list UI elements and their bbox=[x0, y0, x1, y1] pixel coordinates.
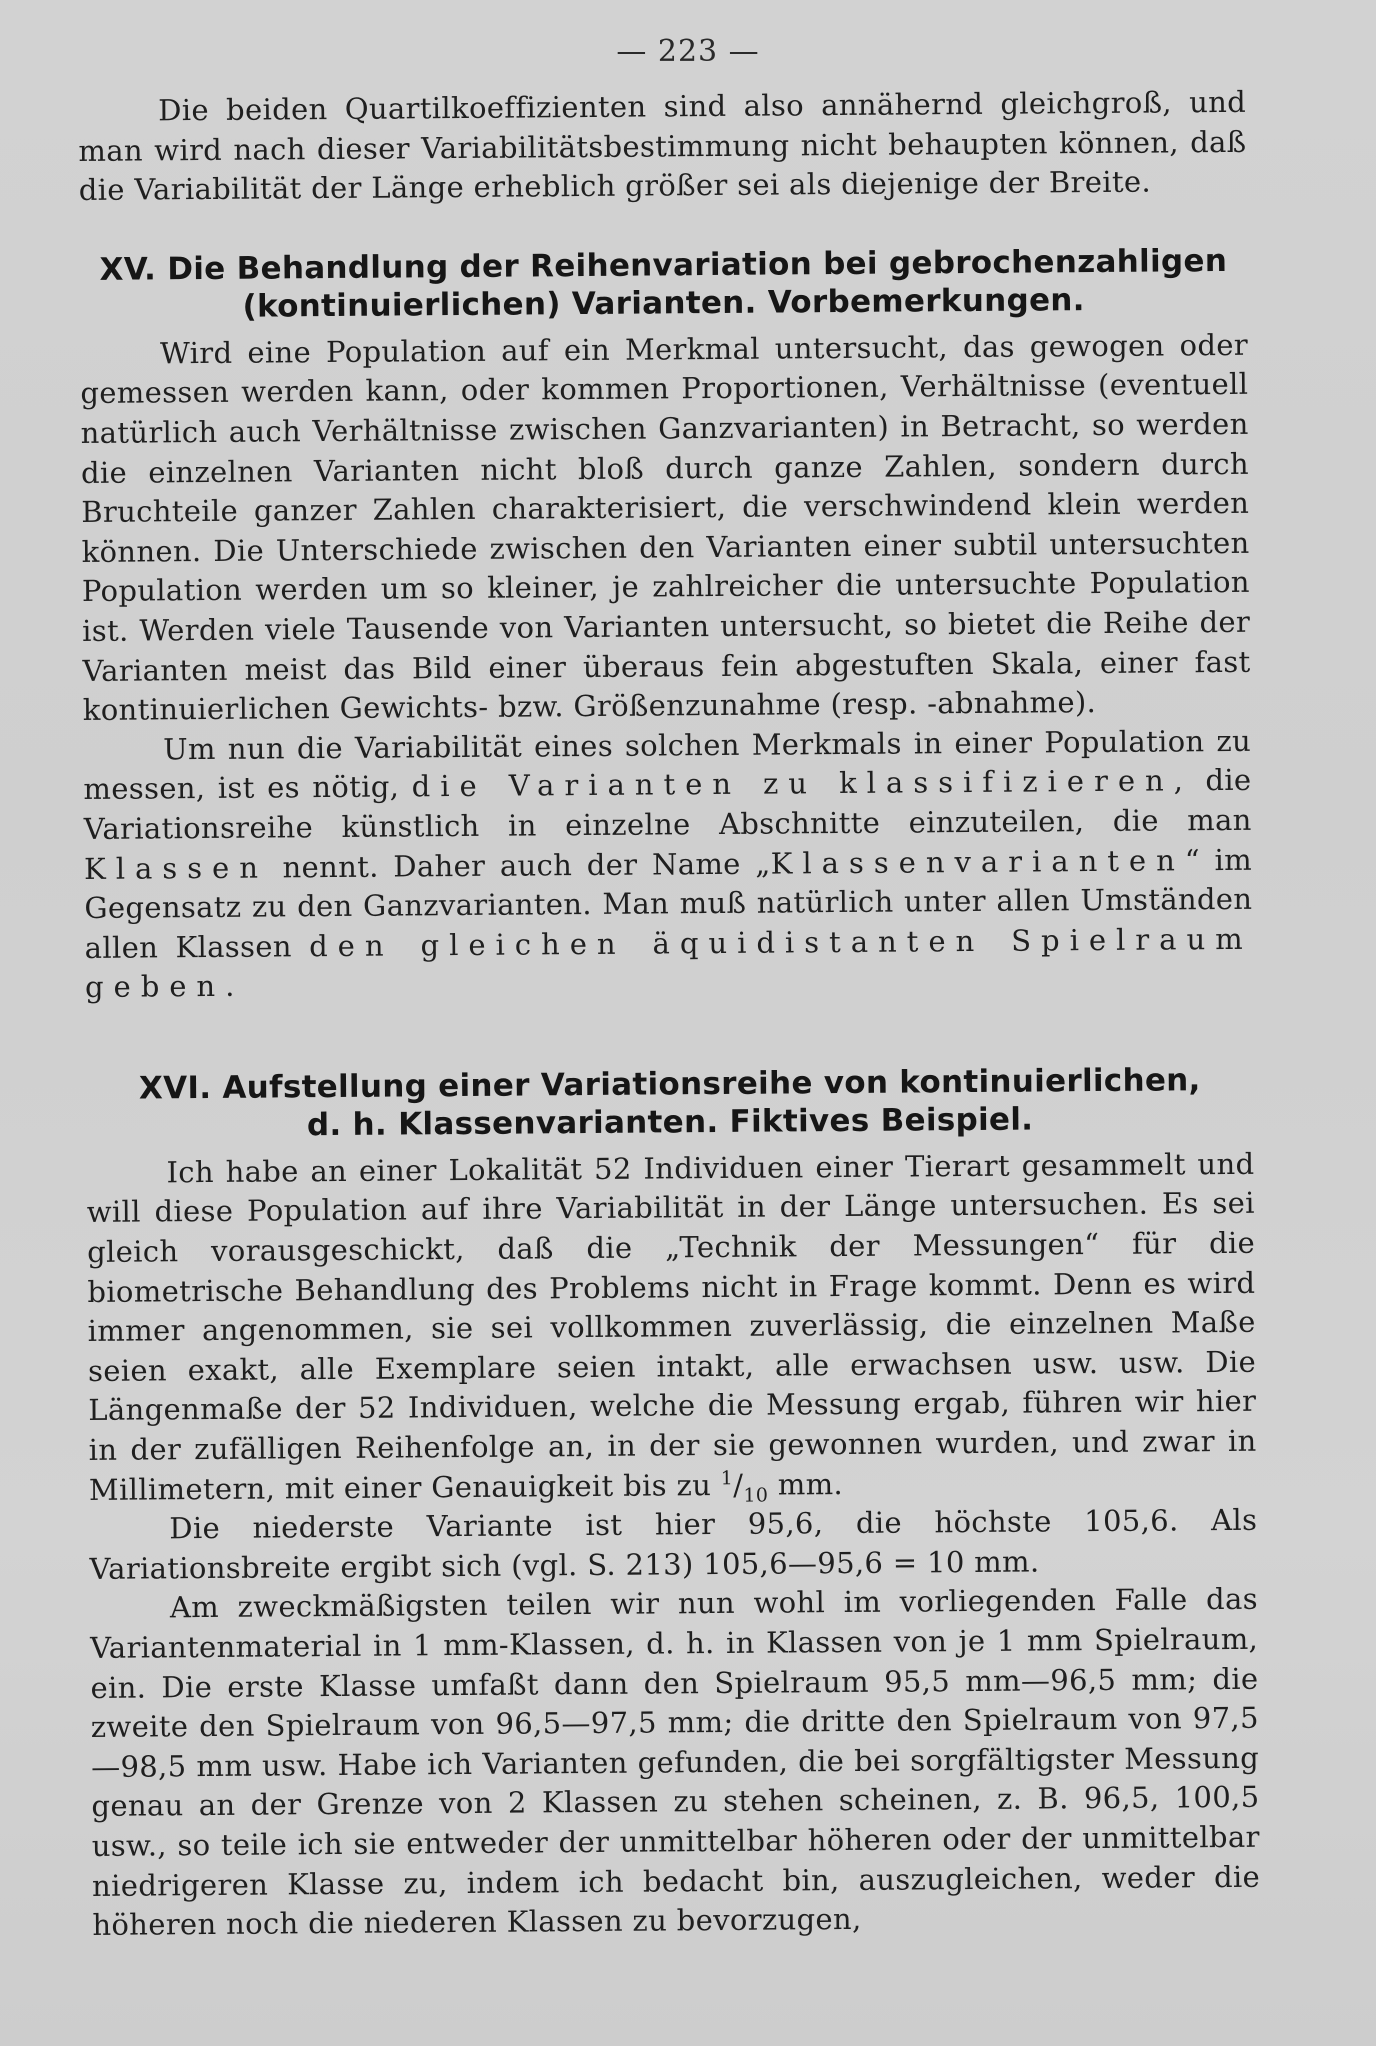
section-xvi-heading-line2: d. h. Klassenvarianten. Fiktives Beispiel. bbox=[306, 1101, 1034, 1144]
emphasis-spaced: die Varianten zu klassifizieren, bbox=[411, 763, 1194, 804]
text-run: mm. bbox=[777, 1466, 844, 1502]
section-xv-paragraph-2 bbox=[83, 722, 1253, 1008]
page-number: — 223 — bbox=[616, 34, 760, 69]
emphasis-spaced: den gleichen äquidistanten Spielraum geben. bbox=[84, 921, 1253, 1005]
text-run: nennt. Daher auch der Name „ bbox=[282, 846, 771, 884]
page-body bbox=[78, 83, 1261, 1946]
text-run: die Variationsreihe künstlich in einzelne Abschnitte einzuteilen, die man bbox=[83, 763, 1252, 846]
fraction-numerator: 1 bbox=[720, 1466, 734, 1489]
text-run: “ im Gegensatz zu den Ganzvarianten. Man muß natürlich unter allen Umständen allen Klassen bbox=[84, 842, 1253, 965]
section-xv-heading-line2: (kontinuierlichen) Varianten. Vorbemerkungen. bbox=[242, 281, 1085, 325]
section-xv-heading bbox=[79, 242, 1248, 327]
fraction-denominator: 10 bbox=[743, 1484, 769, 1507]
section-xvi-paragraph-2: Die niederste Variante ist hier 95,6, die höchste 105,6. Als Variationsbreite ergibt sich (vgl. S. 213) 105,6—95,6 = 10 mm. bbox=[89, 1503, 1258, 1586]
section-xvi-heading bbox=[86, 1061, 1255, 1146]
section-xv-paragraph-1: Wird eine Population auf ein Merkmal untersucht, das gewogen oder gemessen werden kann, oder kommen Proportionen, Verhältnisse (eventuell natürlich auch Verhältnisse zwischen Ganzvarianten) in Betracht, so werden die einzelnen Varianten nicht bloß durch ganze Zahlen, sondern durch Bruchteile ganzer Zahlen charakterisiert, die verschwindend klein werden können. Die Unterschiede zwischen den Varianten einer subtil untersuchten Population werden um so kleiner, je zahlreicher die untersuchte Population ist. Werden viele Tausende von Varianten untersucht, so bietet die Reihe der Varianten meist das Bild einer überaus fein abgestuften Skala, einer fast kontinuierlichen Gewichts- bzw. Größenzunahme (resp. -abnahme). bbox=[80, 327, 1251, 728]
intro-paragraph: Die beiden Quartilkoeffizienten sind also annähernd gleichgroß, und man wird nach dieser Variabilitätsbestimmung nicht behaupten können, daß die Variabilität der Länge erheblich größer sei als diejenige der Breite. bbox=[78, 84, 1247, 208]
section-xvi-paragraph-1: Ich habe an einer Lokalität 52 Individuen einer Tierart gesammelt und will diese Population auf ihre Variabilität in der Länge untersuchen. Es sei gleich vorausgeschickt, daß die „Technik der Messungen“ für die biometrische Behandlung des Problems nicht in Frage kommt. Denn es wird immer angenommen, sie sei vollkommen zuverlässig, die einzelnen Maße seien exakt, alle Exemplare seien intakt, alle erwachsen usw. usw. Die Längenmaße der 52 Individuen, welche die Messung ergab, führen wir hier in der zufälligen Reihenfolge an, in der sie gewonnen wurden, und zwar in Millimetern, mit einer Genauigkeit bis zu $^1/_{10}$ mm. bbox=[86, 1146, 1257, 1507]
text-run: Um nun die Variabilität eines solchen Merkmals in einer Population zu messen, ist es nötig, bbox=[83, 723, 1252, 807]
section-xvi-paragraph-3: Am zweckmäßigsten teilen wir nun wohl im vorliegenden Falle das Variantenmaterial in 1 mm-Klassen, d. h. in Klassen von je 1 mm Spielraum, ein. Die erste Klasse umfaßt dann den Spielraum 95,5 mm—96,5 mm; die zweite den Spielraum von 96,5—97,5 mm; die dritte den Spielraum von 97,5—98,5 mm usw. Habe ich Varianten gefunden, die bei sorgfältigster Messung genau an der Grenze von 2 Klassen zu stehen scheinen, z. B. 96,5, 100,5 usw., so teile ich sie entweder der unmittelbar höheren oder der unmittelbar niedrigeren Klasse zu, indem ich bedacht bin, auszugleichen, weder die höheren noch die niederen Klassen zu bevorzugen, bbox=[90, 1582, 1261, 1943]
emphasis-spaced: Klassen bbox=[83, 850, 269, 886]
section-xv-heading-line1: XV. Die Behandlung der Reihenvariation bei gebrochenzahligen bbox=[99, 242, 1228, 288]
section-xvi-heading-line1: XVI. Aufstellung einer Variationsreihe von kontinuierlichen, bbox=[138, 1062, 1201, 1107]
text-run: Ich habe an einer Lokalität 52 Individuen einer Tierart gesammelt und will diese Population auf ihre Variabilität in der Länge untersuchen. Es sei gleich vorausgeschickt, daß die „Technik der Messungen“ für die biometrische Behandlung des Problems nicht in Frage kommt. Denn es wird immer angenommen, sie sei vollkommen zuverlässig, die einzelnen Maße seien exakt, alle Exemplare seien intakt, alle erwachsen usw. usw. Die Längenmaße der 52 Individuen, welche die Messung ergab, führen wir hier in der zufälligen Reihenfolge an, in der sie gewonnen wurden, und zwar in Millimetern, mit einer Genauigkeit bis zu bbox=[86, 1146, 1257, 1507]
emphasis-spaced: Klassenvarianten bbox=[770, 842, 1185, 881]
